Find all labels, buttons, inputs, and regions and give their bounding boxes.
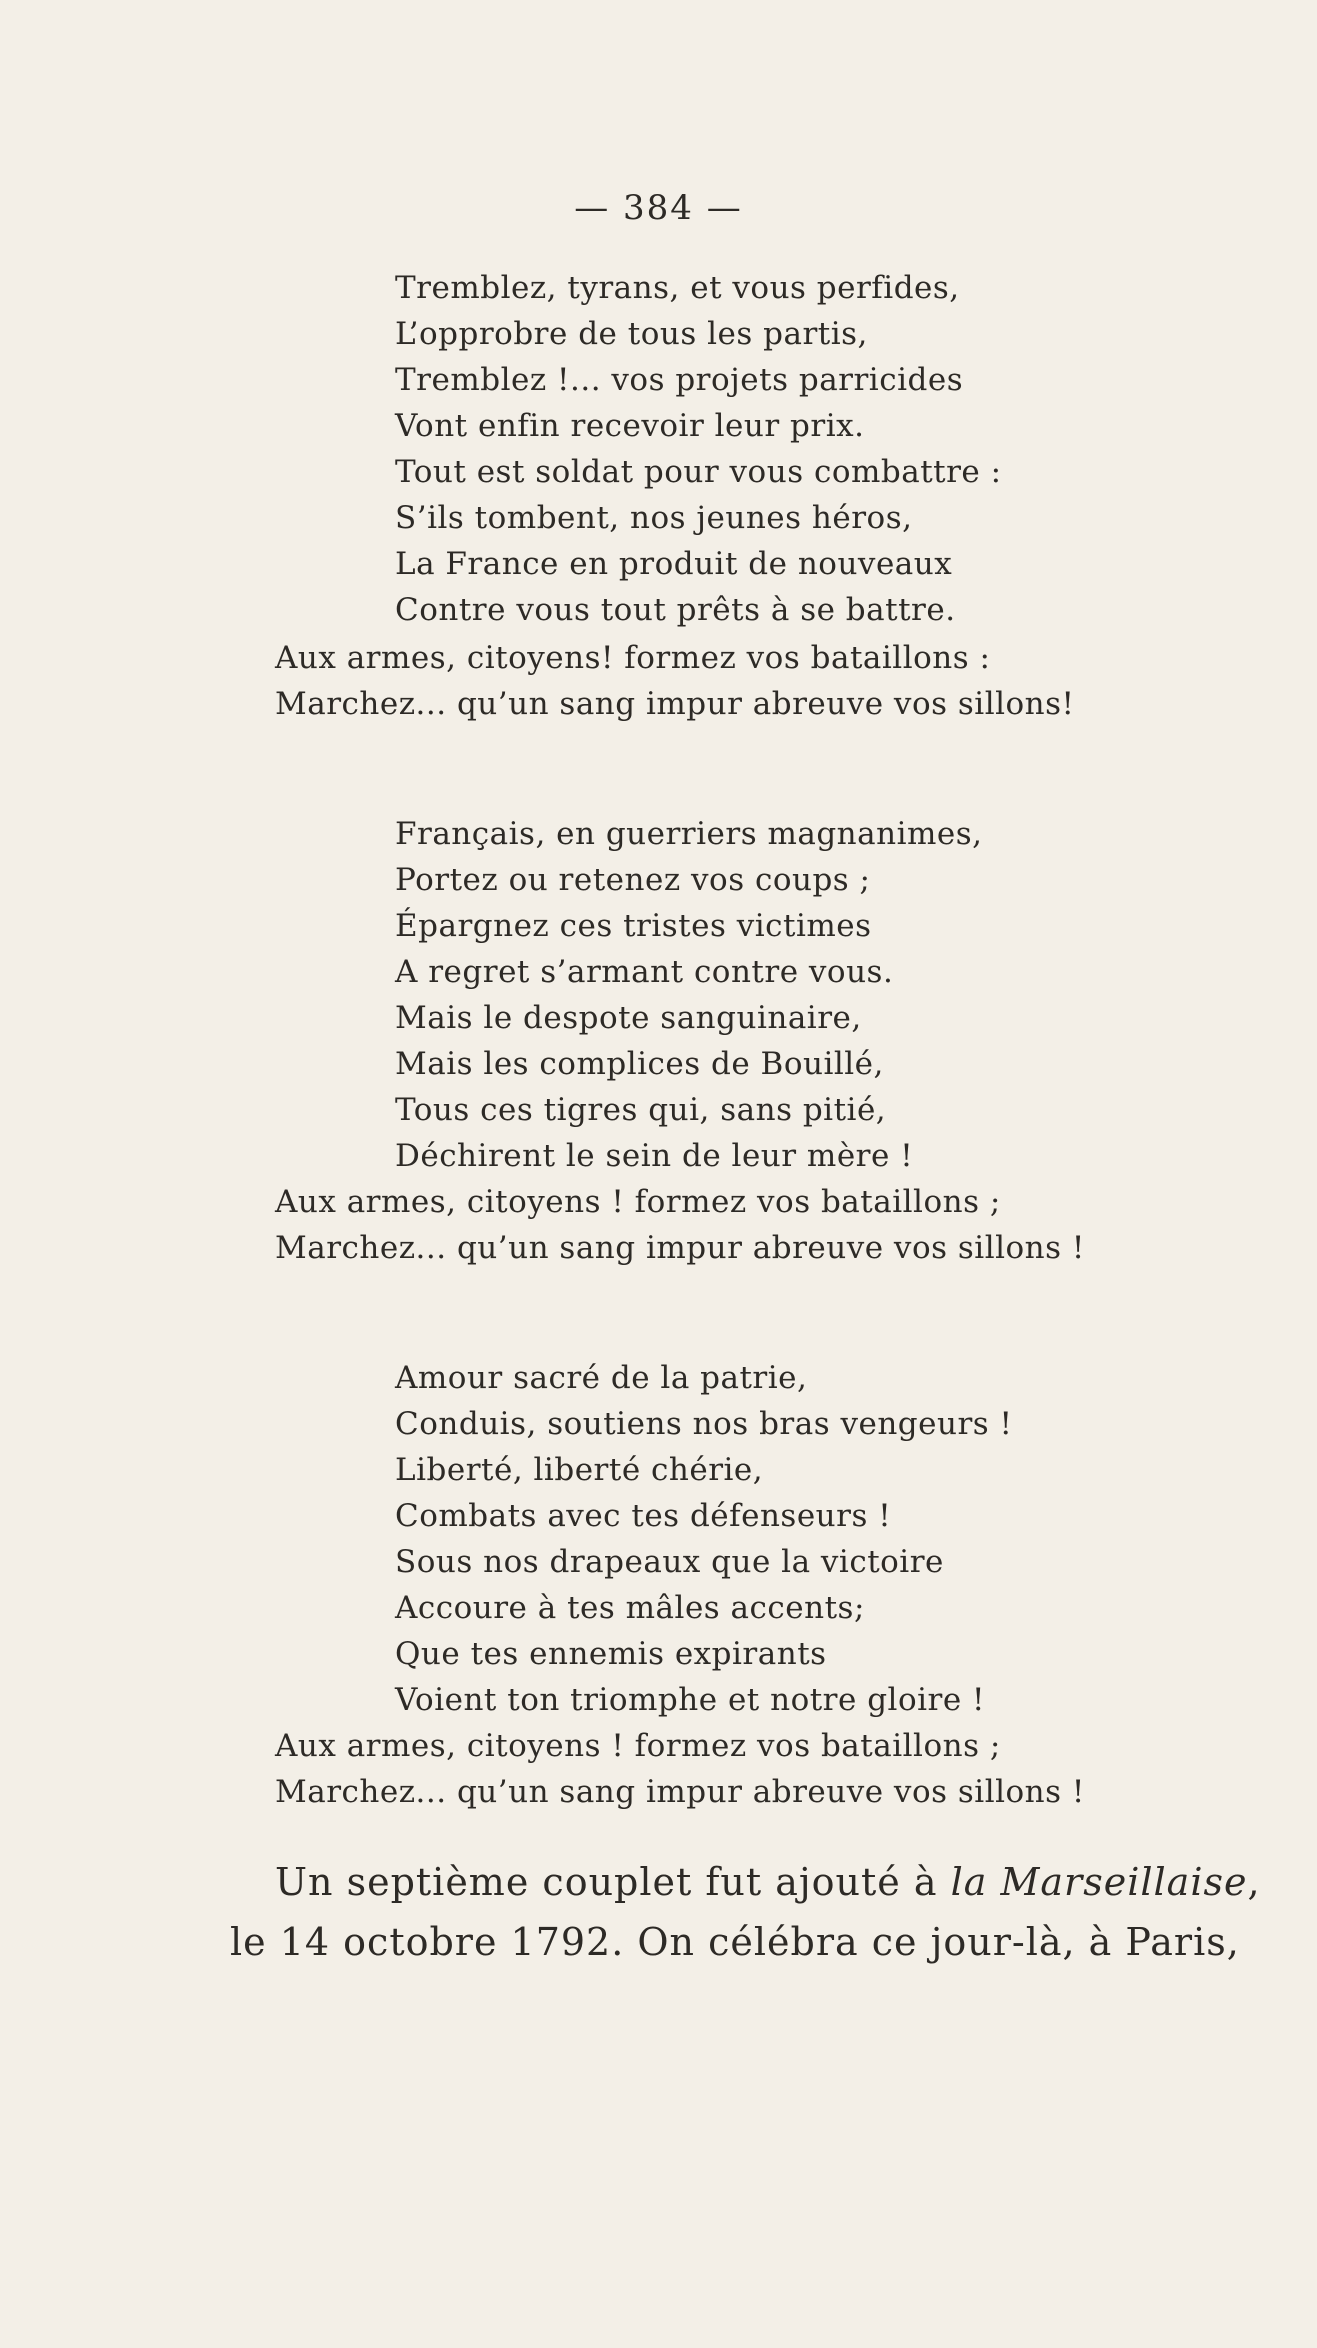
prose-line-2: le 14 octobre 1792. On célébra ce jour-là, à Paris, (230, 1920, 1240, 1964)
page-number: — 384 — (574, 188, 743, 228)
refrain-line: Aux armes, citoyens ! formez vos bataillons ; (275, 1184, 1001, 1220)
verse-line: La France en produit de nouveaux (395, 546, 953, 582)
refrain-line: Marchez... qu’un sang impur abreuve vos sillons ! (275, 1230, 1085, 1266)
verse-line: A regret s’armant contre vous. (395, 954, 894, 990)
verse-line: Conduis, soutiens nos bras vengeurs ! (395, 1406, 1013, 1442)
verse-line: Tous ces tigres qui, sans pitié, (395, 1092, 887, 1128)
prose-text: Un septième couplet fut ajouté à (275, 1860, 951, 1904)
verse-line: Tremblez !... vos projets parricides (395, 362, 964, 398)
verse-line: Mais le despote sanguinaire, (395, 1000, 862, 1036)
refrain-line: Aux armes, citoyens! formez vos bataillons : (275, 640, 991, 676)
verse-line: L’opprobre de tous les partis, (395, 316, 868, 352)
verse-line: Que tes ennemis expirants (395, 1636, 827, 1672)
verse-line: Contre vous tout prêts à se battre. (395, 592, 956, 628)
song-title: la Marseillaise (950, 1860, 1248, 1904)
verse-line: Portez ou retenez vos coups ; (395, 862, 871, 898)
verse-line: Accoure à tes mâles accents; (395, 1590, 865, 1626)
verse-line: Tremblez, tyrans, et vous perfides, (395, 270, 960, 306)
verse-line: Amour sacré de la patrie, (395, 1360, 808, 1396)
verse-line: Tout est soldat pour vous combattre : (395, 454, 1002, 490)
refrain-line: Marchez... qu’un sang impur abreuve vos sillons! (275, 686, 1075, 722)
verse-line: S’ils tombent, nos jeunes héros, (395, 500, 913, 536)
prose-punctuation: , (1247, 1860, 1261, 1904)
verse-line: Mais les complices de Bouillé, (395, 1046, 884, 1082)
verse-line: Liberté, liberté chérie, (395, 1452, 764, 1488)
prose-line-1 (275, 1860, 1261, 1904)
verse-line: Français, en guerriers magnanimes, (395, 816, 983, 852)
verse-line: Combats avec tes défenseurs ! (395, 1498, 892, 1534)
verse-line: Sous nos drapeaux que la victoire (395, 1544, 944, 1580)
refrain-line: Marchez... qu’un sang impur abreuve vos sillons ! (275, 1774, 1085, 1810)
verse-line: Déchirent le sein de leur mère ! (395, 1138, 914, 1174)
refrain-line: Aux armes, citoyens ! formez vos bataillons ; (275, 1728, 1001, 1764)
verse-line: Voient ton triomphe et notre gloire ! (395, 1682, 986, 1718)
verse-line: Épargnez ces tristes victimes (395, 908, 872, 944)
verse-line: Vont enfin recevoir leur prix. (395, 408, 865, 444)
